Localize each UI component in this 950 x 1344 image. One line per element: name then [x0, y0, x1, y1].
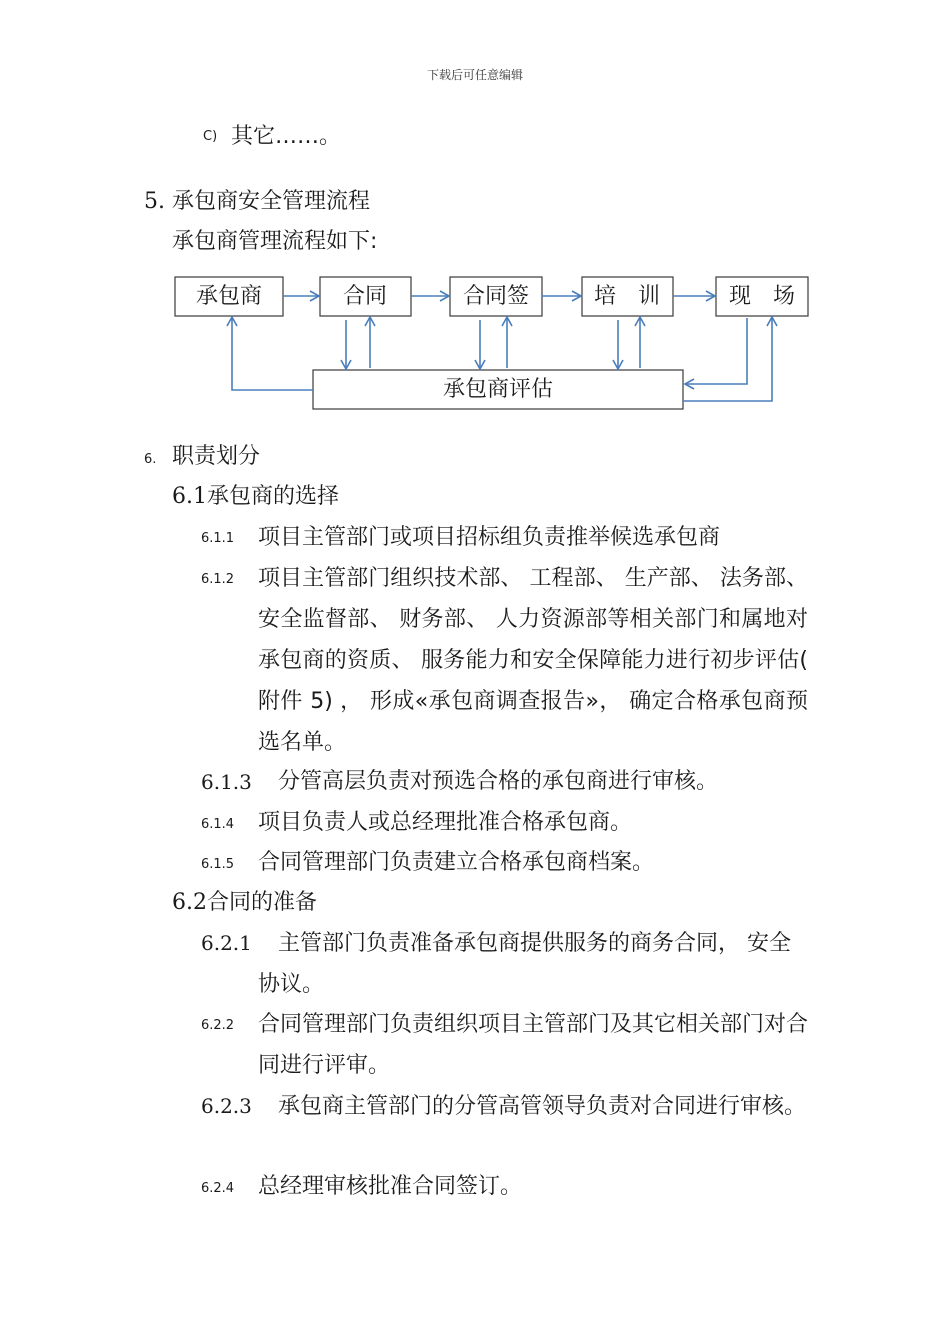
- flow-node-site: [716, 277, 808, 316]
- section62-heading: 6.2合同的准备: [172, 890, 317, 915]
- flow-node-evaluation-label: 承包商评估: [442, 377, 554, 402]
- flow-node-contractor: [175, 277, 283, 316]
- section5-intro: 承包商管理流程如下:: [172, 229, 378, 254]
- item-number: 6.2.4: [201, 1181, 235, 1196]
- flow-node-contractor-label: 承包商: [195, 284, 263, 309]
- section6-number: 6.: [144, 452, 157, 467]
- flow-node-contract-sign: [450, 277, 542, 316]
- flow-arrow-eval-to-site: [683, 318, 772, 401]
- flow-node-training-label: 培 训: [593, 284, 661, 309]
- item-text: 项目负责人或总经理批准合格承包商。: [258, 810, 633, 835]
- flow-arrow-eval-to-contractor: [232, 318, 313, 390]
- flow-node-training: [582, 277, 673, 316]
- item-text: 合同管理部门负责建立合格承包商档案。: [258, 850, 655, 875]
- section5-title: 承包商安全管理流程: [172, 189, 371, 214]
- page-header-note: 下载后可任意编辑: [426, 68, 523, 82]
- item-text: 总经理审核批准合同签订。: [258, 1174, 523, 1199]
- item-number: 6.1.2: [201, 572, 235, 587]
- flow-node-contract-sign-label: 合同签: [462, 284, 530, 309]
- item-number: 6.1.3: [201, 770, 252, 794]
- item-text: 项目主管部门组织技术部、 工程部、 生产部、 法务部、 安全监督部、 财务部、 人力资源部等相关部门和属地对承包商的资质、 服务能力和安全保障能力进行初步评估( 附件 5) ， 形成«承包商调查报告»， 确定合格承包商预选名单。: [258, 566, 808, 755]
- item-c-text: 其它……。: [231, 124, 342, 149]
- item-text: 合同管理部门负责组织项目主管部门及其它相关部门对合同进行评审。: [258, 1012, 809, 1078]
- flowchart: [0, 0, 950, 440]
- section6-title: 职责划分: [172, 444, 261, 469]
- flow-node-site-label: 现 场: [728, 284, 796, 309]
- item-number: 6.2.2: [201, 1018, 235, 1033]
- item-text: 项目主管部门或项目招标组负责推举候选承包商: [258, 525, 721, 550]
- item-c-label: C): [203, 129, 218, 144]
- flow-arrow-site-to-eval: [686, 318, 747, 384]
- item-number: 6.2.3: [201, 1094, 252, 1118]
- flow-node-contract: [320, 277, 411, 316]
- item-number: 6.1.5: [201, 857, 235, 872]
- item-text: 主管部门负责准备承包商提供服务的商务合同， 安全协议。: [258, 931, 791, 997]
- item-text: 分管高层负责对预选合格的承包商进行审核。: [278, 769, 719, 794]
- section5-number: 5.: [144, 189, 165, 214]
- item-number: 6.2.1: [201, 931, 252, 955]
- flow-node-evaluation: [313, 370, 683, 409]
- section61-heading: 6.1承包商的选择: [172, 484, 339, 509]
- item-number: 6.1.4: [201, 817, 235, 832]
- item-text: 承包商主管部门的分管高管领导负责对合同进行审核。: [278, 1094, 807, 1119]
- item-number: 6.1.1: [201, 531, 235, 546]
- flow-node-contract-label: 合同: [342, 284, 388, 309]
